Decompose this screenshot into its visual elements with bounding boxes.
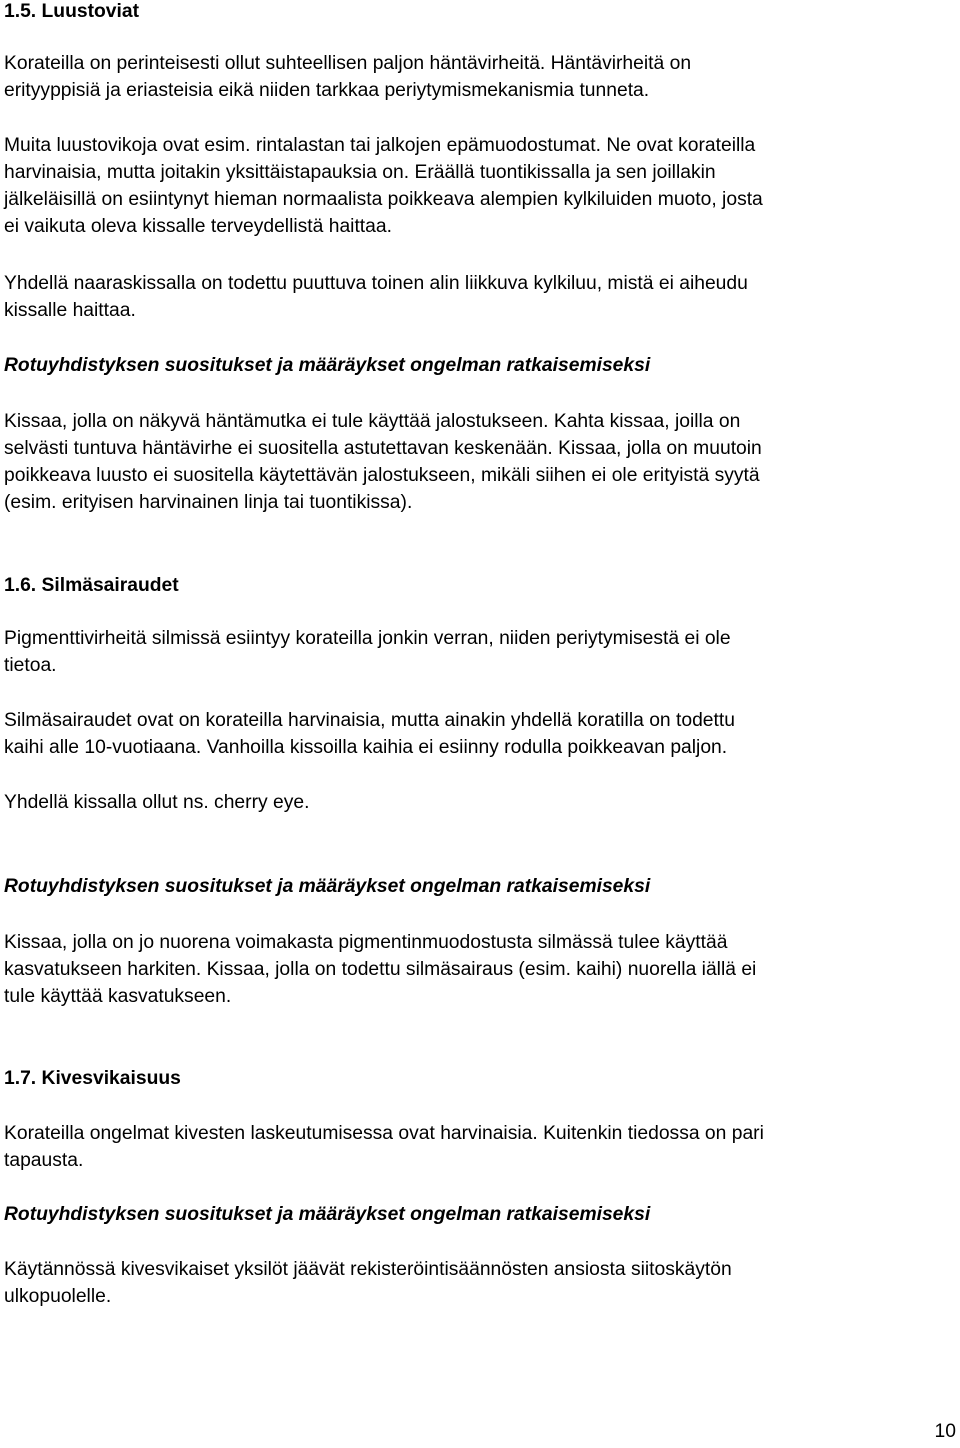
recommendation-heading: Rotuyhdistyksen suositukset ja määräykset ongelman ratkaisemiseksi — [4, 876, 651, 897]
paragraph: Kissaa, jolla on jo nuorena voimakasta pigmentinmuodostusta silmässä tulee käyttää kasvatukseen harkiten. Kissaa, jolla on todettu silmäsairaus (esim. kaihi) nuorella iällä ei tule käyttää kasvatukseen. — [4, 932, 757, 1007]
section-heading-luustoviat: 1.5. Luustoviat — [4, 1, 139, 22]
section-heading-silmasairaudet: 1.6. Silmäsairaudet — [4, 575, 179, 596]
paragraph: Korateilla ongelmat kivesten laskeutumisessa ovat harvinaisia. Kuitenkin tiedossa on pari tapausta. — [4, 1123, 764, 1171]
paragraph: Käytännössä kivesvikaiset yksilöt jäävät rekisteröintisäännösten ansiosta siitoskäytön ulkopuolelle. — [4, 1259, 732, 1307]
paragraph: Yhdellä naaraskissalla on todettu puuttuva toinen alin liikkuva kylkiluu, mistä ei aiheudu kissalle haittaa. — [4, 273, 748, 321]
page-number: 10 — [934, 1421, 956, 1442]
paragraph: Silmäsairaudet ovat on korateilla harvinaisia, mutta ainakin yhdellä koratilla on todettu kaihi alle 10-vuotiaana. Vanhoilla kissoilla kaihia ei esiinny rodulla poikkeavan paljon. — [4, 710, 735, 758]
paragraph: Yhdellä kissalla ollut ns. cherry eye. — [4, 792, 310, 813]
recommendation-heading: Rotuyhdistyksen suositukset ja määräykset ongelman ratkaisemiseksi — [4, 1204, 651, 1225]
paragraph: Kissaa, jolla on näkyvä häntämutka ei tule käyttää jalostukseen. Kahta kissaa, joilla on selvästi tuntuva häntävirhe ei suositella astutettavan keskenään. Kissaa, jolla on muutoin poikkeava luusto ei suositella käytettävän jalostukseen, mikäli siihen ei ole erityistä syytä (esim. erityisen harvinainen linja tai tuontikissa). — [4, 411, 762, 513]
paragraph: Muita luustovikoja ovat esim. rintalastan tai jalkojen epämuodostumat. Ne ovat korateilla harvinaisia, mutta joitakin yksittäistapauksia on. Eräällä tuontikissalla ja sen joillakin jälkeläisillä on esiintynyt hieman normaalista poikkeava alempien kylkiluiden muoto, josta ei vaikuta oleva kissalle terveydellistä haittaa. — [4, 135, 763, 237]
section-heading-kivesvikaisuus: 1.7. Kivesvikaisuus — [4, 1068, 181, 1089]
paragraph: Pigmenttivirheitä silmissä esiintyy korateilla jonkin verran, niiden periytymisestä ei ole tietoa. — [4, 628, 731, 676]
paragraph: Korateilla on perinteisesti ollut suhteellisen paljon häntävirheitä. Häntävirheitä on erityyppisiä ja eriasteisia eikä niiden tarkkaa periytymismekanismia tunneta. — [4, 53, 692, 101]
recommendation-heading: Rotuyhdistyksen suositukset ja määräykset ongelman ratkaisemiseksi — [4, 355, 651, 376]
